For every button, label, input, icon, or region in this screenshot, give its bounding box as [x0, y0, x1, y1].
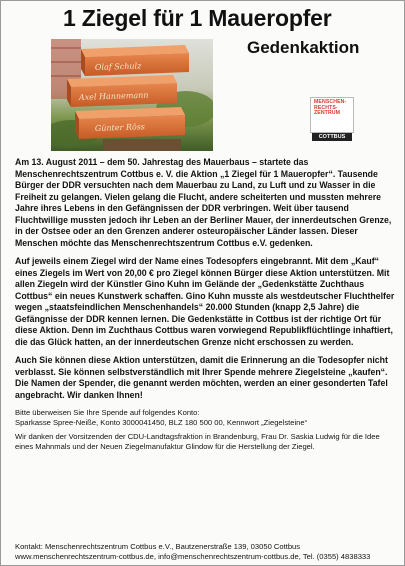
thanks-note: Wir danken der Vorsitzenden der CDU-Landtagsfraktion in Brandenburg, Frau Dr. Saskia Ludwig für die Idee eines Mahnmals und der Neuen Ziegelmanufaktur Glindow für die Herstellung der Ziegel.	[15, 432, 380, 451]
logo-text	[314, 100, 354, 117]
bank-line-1: Bitte überweisen Sie Ihre Spende auf folgendes Konto:	[15, 408, 200, 417]
logo-line-3: ZENTRUM	[314, 110, 341, 117]
contact-footer	[15, 542, 395, 562]
brick-name-2: Axel Hannemann	[78, 90, 149, 102]
paragraph-brick-purchase: Auf jeweils einem Ziegel wird der Name eines Todesopfers eingebrannt. Mit dem „Kauf“ eines Ziegels im Wert von 20,00 € pro Ziegel können Bürger diese Aktion unterstützen. Mit allen Ziegeln wird der Künstler Gino Kuhn im Gelände der „Gedenkstätte Zuchthaus Cottbus“ ein neues Kunstwerk schaffen. Gino Kuhn musste als westdeutscher Fluchthelfer wegen „staatsfeindlichen Menschenhandels“ 20.000 Stunden (knapp 2,5 Jahre) die Gefängnisse der DDR kennen lernen. Die Gedenkstätte in Cottbus ist der richtige Ort für diese Aktion. Denn im Zuchthaus Cottbus waren vorwiegend Republikflüchtlinge inhaftiert, die das Glück hatten, an der innerdeutschen Grenze nicht erschossen zu werden.	[15, 256, 395, 347]
paragraph-intro: Am 13. August 2011 – dem 50. Jahrestag des Mauerbaus – startete das Menschenrechtszentrum Cottbus e. V. die Aktion „1 Ziegel für 1 Maueropfer“. Tausende Bürger der DDR versuchten nach dem Mauerbau zu Land, zu Luft und zu Wasser in die Freiheit zu gelangen. Vielen gelang die Flucht, andere scheiterten und mussten mehrere Jahre ihres Lebens in den Gefängnissen der DDR verbringen. Weit über tausend Fluchtwillige mussten jedoch ihr Leben an der Berliner Mauer, der innerdeutschen Grenze, in der Ostsee oder an den Grenzen anderer osteuropäischer Länder lassen. Dieser Menschen möchte das Menschenrechtszentrum Cottbus e.V. gedenken.	[15, 157, 392, 248]
contact-line-2: www.menschenrechtszentrum-cottbus.de, info@menschenrechtszentrum-cottbus.de, Tel. (0355) 4838333	[15, 552, 371, 561]
bank-line-2: Sparkasse Spree-Neiße, Konto 3000041450, BLZ 180 500 00, Kennwort „Ziegelsteine“	[15, 418, 308, 427]
bricks-illustration	[51, 39, 213, 151]
bank-details	[15, 408, 395, 428]
mrz-logo	[310, 97, 354, 133]
paragraph-support: Auch Sie können diese Aktion unterstützen, damit die Erinnerung an die Todesopfer nicht verblasst. Sie können selbstverständlich mit Ihrer Spende mehrere Ziegelsteine „kaufen“. Die Namen der Spender, die genannt werden möchten, werden an einer gesonderten Tafel angebracht. Wir danken Ihnen!	[15, 355, 388, 400]
brick-name-1: Olaf Schulz	[94, 61, 142, 72]
logo-line-2: RECHTS-	[314, 104, 338, 111]
logo-city: COTTBUS	[312, 133, 352, 141]
bricks-photo	[51, 39, 213, 151]
contact-line-1: Kontakt: Menschenrechtszentrum Cottbus e.V., Bautzenerstraße 139, 03050 Cottbus	[15, 542, 301, 551]
flyer-body	[15, 157, 395, 452]
logo-line-1: MENSCHEN-	[314, 99, 347, 105]
page-subtitle: Gedenkaktion	[247, 38, 360, 57]
page-title: 1 Ziegel für 1 Maueropfer	[63, 5, 332, 31]
brick-name-3: Günter Röss	[94, 122, 146, 133]
